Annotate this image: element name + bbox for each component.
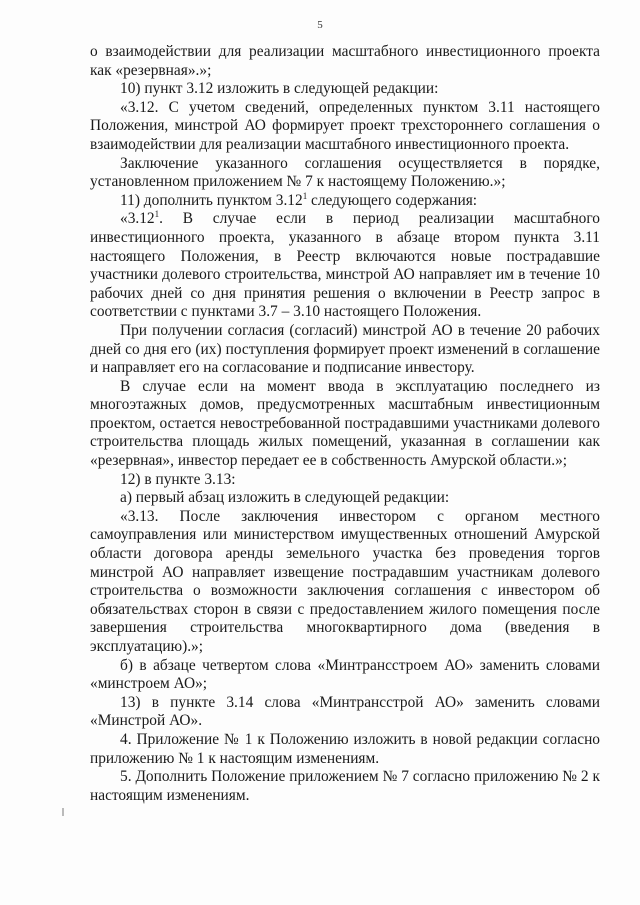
document-body bbox=[90, 43, 600, 805]
paragraph-continuation: о взаимодействии для реализации масштабного инвестиционного проекта как «резервная».»; bbox=[90, 43, 600, 79]
paragraph-consent: При получении согласия (согласий) минстрой АО в течение 20 рабочих дней со дня его (их) поступления формирует проект изменений в соглашение и направляет его на согласование и подписание инвестору. bbox=[90, 321, 600, 377]
paragraph-3-12-text: «3.12. С учетом сведений, определенных пунктом 3.11 настоящего Положения, минстрой АО формирует проект трехстороннего соглашения о взаимодействии для реализации масштабного инвестиционного проекта. bbox=[90, 98, 600, 153]
paragraph-item-12: 12) в пункте 3.13: bbox=[120, 470, 236, 488]
item-3-12-1-text-after: . В случае если в период реализации масштабного инвестиционного проекта, указанного в абзаце втором пункта 3.11 настоящего Положения, в Реестр включаются новые пострадавшие участники долевого строительства, минстрой АО направляет им в течение 10 рабочих дней со дня принятия решения о включении в Реестр запрос в соответствии с пунктами 3.7 – 3.10 настоящего Положения. bbox=[90, 210, 600, 321]
item-11-superscript: 1 bbox=[302, 190, 308, 201]
paragraph-item-5: 5. Дополнить Положение приложением № 7 согласно приложению № 2 к настоящим изменениям. bbox=[90, 768, 600, 804]
paragraph-item-12-a: а) первый абзац изложить в следующей редакции: bbox=[120, 489, 450, 507]
paragraph-item-12-b: б) в абзаце четвертом слова «Минтрансстроем АО» заменить словами «минстроем АО»; bbox=[90, 656, 600, 693]
paragraph-item-13: 13) в пункте 3.14 слова «Минтрансстрой АО» заменить словами «Минстрой АО». bbox=[90, 693, 600, 730]
paragraph-agreement-conclusion: Заключение указанного соглашения осуществляется в порядке, установленном приложением № 7 к настоящему Положению.»; bbox=[90, 154, 600, 191]
paragraph-item-4: 4. Приложение № 1 к Положению изложить в новой редакции согласно приложению № 1 к настоящим изменениям. bbox=[90, 730, 600, 767]
page-number: 5 bbox=[317, 19, 323, 31]
item-3-12-1-superscript: 1 bbox=[154, 209, 160, 220]
item-11-text-before: 11) дополнить пунктом 3.12 bbox=[120, 191, 303, 209]
paragraph-3-12-1-text bbox=[90, 210, 600, 322]
paragraph-item-11 bbox=[90, 192, 600, 211]
paragraph-3-13-text: «3.13. После заключения инвестором с органом местного самоуправления или министерством имущественных отношений Амурской области договора аренды земельного участка без проведения торгов минстрой АО направляет извещение пострадавшим участникам долевого строительства о возможности заключения соглашения с инвестором об обязательствах сторон в связи с предоставлением жилого помещения после завершения строительства многоквартирного дома (введения в эксплуатацию).»; bbox=[90, 507, 600, 655]
scan-margin-mark bbox=[62, 808, 64, 816]
paragraph-item-10: 10) пункт 3.12 изложить в следующей редакции: bbox=[120, 80, 439, 98]
paragraph-commissioning: В случае если на момент ввода в эксплуатацию последнего из многоэтажных домов, предусмотренных масштабным инвестиционным проектом, остается невостребованной пострадавшими участниками долевого строительства площадь жилых помещений, указанная в соглашении как «резервная», инвестор передает ее в собственность Амурской области.»; bbox=[90, 377, 600, 470]
item-3-12-1-text-before: «3.12 bbox=[120, 210, 155, 228]
item-11-text-after: следующего содержания: bbox=[307, 191, 478, 209]
